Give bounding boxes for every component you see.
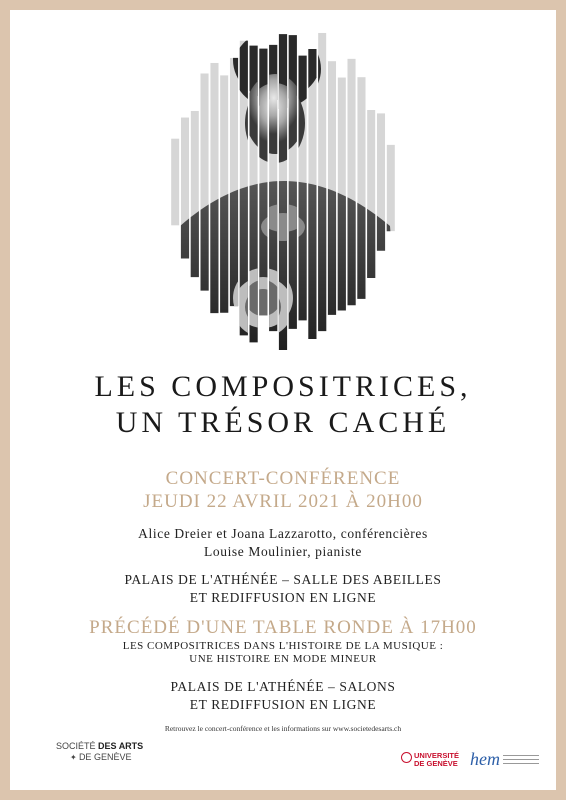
roundtable-venue-line1: PALAIS DE L'ATHÉNÉE – SALONS — [170, 679, 396, 694]
poster-title-line1: LES COMPOSITRICES, — [94, 370, 472, 403]
event-type: CONCERT-CONFÉRENCE — [165, 468, 401, 489]
event-date: JEUDI 22 AVRIL 2021 À 20H00 — [143, 491, 423, 512]
logo-sda-text-a: SOCIÉTÉ — [56, 741, 99, 751]
pianist: Louise Moulinier, pianiste — [204, 544, 362, 559]
star-icon: ✦ — [70, 753, 79, 762]
speakers: Alice Dreier et Joana Lazzarotto, conférencières — [138, 526, 428, 541]
universite-de-geneve-logo — [414, 752, 459, 768]
roundtable-venue-line2: ET REDIFFUSION EN LIGNE — [189, 697, 377, 712]
venue-line1: PALAIS DE L'ATHÉNÉE – SALLE DES ABEILLES — [124, 572, 442, 587]
roundtable-topic-line2: UNE HISTOIRE EN MODE MINEUR — [189, 653, 377, 665]
venue-line2: ET REDIFFUSION EN LIGNE — [189, 590, 377, 605]
roundtable-heading: PRÉCÉDÉ D'UNE TABLE RONDE À 17H00 — [89, 617, 477, 638]
societe-des-arts-logo — [56, 741, 143, 763]
hem-logo: hem — [470, 749, 500, 769]
portrait-image — [0, 26, 566, 350]
hem-logo-caption — [503, 755, 539, 764]
unige-text-1: UNIVERSITÉ — [414, 751, 460, 760]
website-note: Retrouvez le concert-conférence et les informations sur www.societedesarts.ch — [164, 724, 402, 733]
logo-sda-text-c: DE GENÈVE — [78, 752, 132, 762]
logo-sda-text-b: DES ARTS — [98, 741, 144, 751]
unige-seal-icon — [401, 752, 412, 763]
roundtable-topic-line1: LES COMPOSITRICES DANS L'HISTOIRE DE LA MUSIQUE : — [122, 640, 444, 652]
unige-text-2: DE GENÈVE — [414, 759, 458, 768]
poster-title-line2: UN TRÉSOR CACHÉ — [115, 406, 451, 439]
